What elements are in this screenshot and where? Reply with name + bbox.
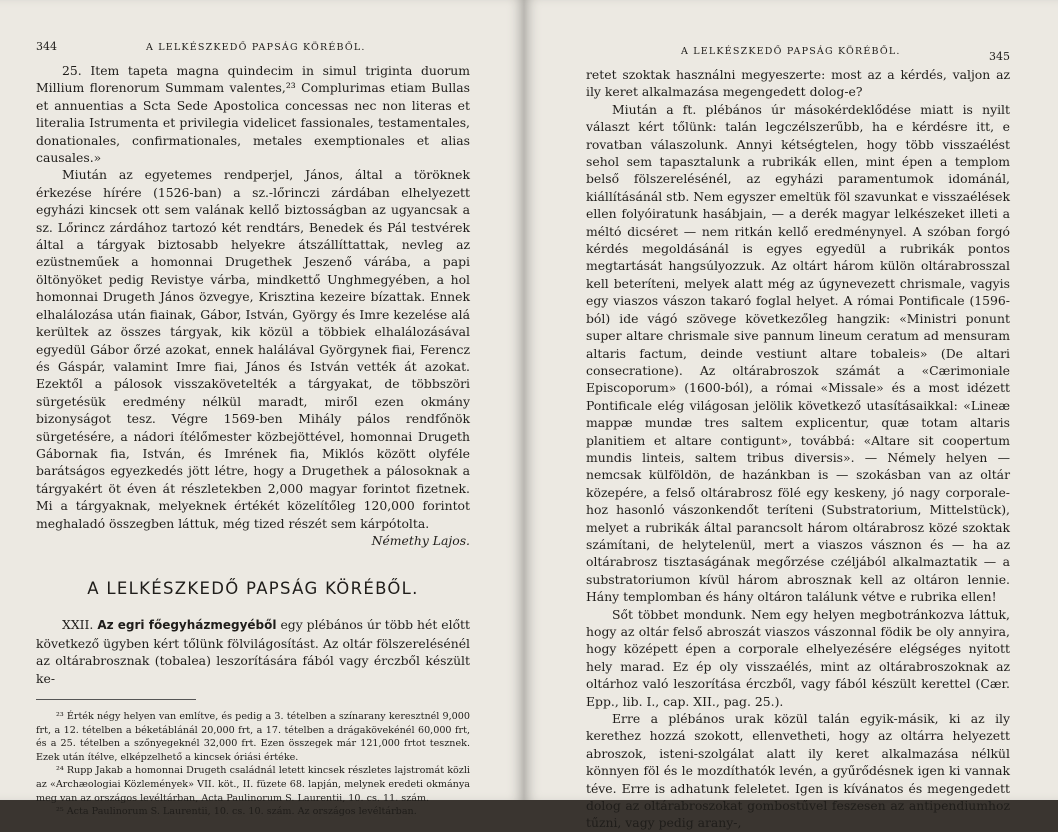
left-page xyxy=(0,0,524,818)
right-page-header xyxy=(586,36,1010,66)
left-paragraph-1: 25. Item tapeta magna quindecim in simul triginta duorum Millium florenorum Summam valentes,²³ Complurimas etiam Bullas et annuentias a Scta Sede Apostolica concessas nec non literas et literalia Istrumenta et privilegia videlicet fassionales, testamentales, donationales, confirmationales, metales exemptionales et alias causales.» xyxy=(36,63,470,166)
left-paragraph-2: Miután az egyetemes rendperjel, János, által a töröknek érkezése hírére (1526-ban) a sz.-lőrinczi zárdában elhelyezett egyházi kincsek ott sem valának kellő biztosságban az ugyancsak a sz. Lőrincz zárdához tartozó két rendtárs, Benedek és Pál testvérek által a tárgyak biztosabb helyekre átszállíttattak, nevleg az ezüstneműek a homonnai Drugethek Jeszenő várába, a papi öltönyöket pedig Revistye várba, mindkettő Unghmegyében, a hol homonnai Drugeth János özvegye, Krisztina kezeire bízattak. Ennek elhalálozása után fiainak, Gábor, István, György és Imre kezelése alá kerültek az összes tárgyak, kik közül a többiek elhalálozásával egyedül Gábor őrzé azokat, ennek halálával Györgynek fiai, Ferencz és Gáspár, valamint Imre fiai, János és István vették át azokat. Ezektől a pálosok visszakövetelték a tárgyakat, de többszöri sürgetésük eredmény nélkül maradt, miről ezen okmány bizonyságot tesz. Végre 1569-ben Mihály pálos rendfőnök sürgetésére, a nádori ítélőmester közbejöttével, homonnai Drugeth Gábornak fia, István, és Imrének fia, Miklós között olyféle barátságos egyezkedés jött létre, hogy a Drugethek a pálosoknak a tárgyakért öt éven át részletekben 2,000 magyar forintot fizetnek. Mi a tárgyaknak, melyeknek értékét közelítőleg 120,000 forintot meghaladó összegben láttuk, még tized részét sem kárpótolta. xyxy=(36,167,470,531)
footnote-24: ²⁴ Rupp Jakab a homonnai Drugeth családnál letett kincsek részletes lajstromát közli az «Archæologiai Közlemények» VII. köt., II. füzete 68. lapján, melynek eredeti okmánya meg van az országos levéltárban, Acta Paulinorum S. Laurentii, 10. cs. 11. szám. xyxy=(36,765,470,804)
left-page-number: 344 xyxy=(36,40,57,53)
article-title: Az egri főegyházmegyéből xyxy=(97,618,277,633)
left-running-head: A LELKÉSZKEDŐ PAPSÁG KÖRÉBŐL. xyxy=(146,42,366,53)
article-text: egy plébános úr több hét előtt következő ügyben kért tőlünk fölvilágosítást. Az oltár fölszerelésénél az oltárabrosznak (tobalea) leszorítására fából vagy érczből készült ke- xyxy=(36,617,470,686)
right-page-number: 345 xyxy=(989,50,1010,63)
article-number: XXII. xyxy=(62,617,94,633)
right-paragraph-4: Erre a plébános urak közül talán egyik-másik, ki az ily kerethez hozzá szokott, ellenvetheti, hogy az oltárra helyezett abroszok, isteni-szolgálat alatt ily keret alkalmazása nélkül könnyen föl és le mozdíthatók levén, a gyűrődésnek igen ki vannak téve. Erre is adhatunk feleletet. Igen is kívánatos és megengedett dolog az oltárabroszokat gombostűvel feszesen az antipendiumhoz tűzni, vagy pedig arany-, xyxy=(586,711,1010,831)
article-paragraph xyxy=(36,616,470,687)
left-page-header xyxy=(36,32,470,62)
right-paragraph-2: Miután a ft. plébános úr másokérdeklődése miatt is nyilt választ kért tőlünk: talán legczélszerűbb, ha e kérdésre itt, e rovatban válaszolunk. Annyi kétségtelen, hogy több visszaélést sehol sem tapasztalunk a rubrikák ellen, mint épen a templom belső fölszerelésénél, az egyházi paramentumok idománál, kiállításánál stb. Nem egyszer emeltük föl szavunkat e visszaélések ellen folyóiratunk hasábjain, — a derék magyar lelkészeket illeti a méltó dicséret — nem ritkán kellő eredménynyel. A szóban forgó kérdés megoldásánál is egyes egyedül a rubrikák pontos megtartását hangsúlyozzuk. Az oltárt három külön oltárabrosszal kell beteríteni, melyek alatt még az úgynevezett chrismale, vagyis egy viaszos vászon takaró foglal helyet. A római Pontificale (1596-ból) ide vágó szövege következőleg hangzik: «Ministri ponunt super altare chrismale sive pannum lineum ceratum ad mensuram altaris factum, deinde vestiunt altare tobaleis» (De altari consecratione). Az oltárabroszok számát a «Cærimoniale Episcoporum» (1600-ból), a római «Missale» és a most idézett Pontificale elég világosan jelölik következő utasításaikkal: «Lineæ mappæ mundæ tres saltem explicentur, quæ totam altaris planitiem et altare contigunt», továbbá: «Altare sit coopertum mundis linteis, saltem tribus diversis». — Némely helyen — nemcsak külföldön, de hazánkban is — szokásban van az oltár közepére, a felső oltárabrosz fölé egy keskeny, jó nagy corporale-hoz hasonló vászonkendőt teríteni (Substratorium, Mittelstück), melyet a rubrikák által parancsolt három oltárabrosz közé szoktak számítani, de helytelenül, mert a viaszos vásznon és — ha az oltárabrosz tisztaságának megőrzése czéljából alkalmaztatik — a substratoriumon kívül három abrosznak kell az oltáron lennie. Hány templomban és hány oltáron találunk vétve e rubrika ellen! xyxy=(586,101,1010,605)
right-paragraph-3: Sőt többet mondunk. Nem egy helyen megbotránkozva láttuk, hogy az oltár felső abroszát viaszos vászonnal födik be oly annyira, hogy középett épen a corporale elhelyezésére elégséges nyitott hely marad. Ez ép oly visszaélés, mint az oltárabroszoknak az oltárhoz való leszorítása érczből, vagy fából készült kerettel (Cær. Epp., lib. I., cap. XII., pag. 25.). xyxy=(586,606,1010,709)
author-signature: Némethy Lajos. xyxy=(371,532,470,548)
section-heading: A LELKÉSZKEDŐ PAPSÁG KÖRÉBŐL. xyxy=(87,579,419,599)
footnote-23: ²³ Érték négy helyen van említve, és pedig a 3. tételben a színarany keresztnél 9,000 frt, a 12. tételben a béketáblánál 20,000 frt, a 17. tételben a drágakövekénél 60,000 frt, és a 25. tételben a szőnyegeknél 32,000 frt. Ezen összegek már 121,000 frtot tesznek. Ezek után ítélve, elképzelhető a kincsek óriási értéke. xyxy=(36,711,470,763)
right-page xyxy=(524,0,1058,831)
right-paragraph-1: retet szoktak használni megyeszerte: most az a kérdés, valjon az ily keret alkalmazása megengedett dolog-e? xyxy=(586,67,1010,100)
footnote-25: ²⁵ Acta Paulinorum S. Laurentii, 10. cs. 10. szám. Az országos levéltárban. xyxy=(56,806,417,818)
right-running-head: A LELKÉSZKEDŐ PAPSÁG KÖRÉBŐL. xyxy=(681,46,901,57)
footnote-divider xyxy=(36,699,196,700)
